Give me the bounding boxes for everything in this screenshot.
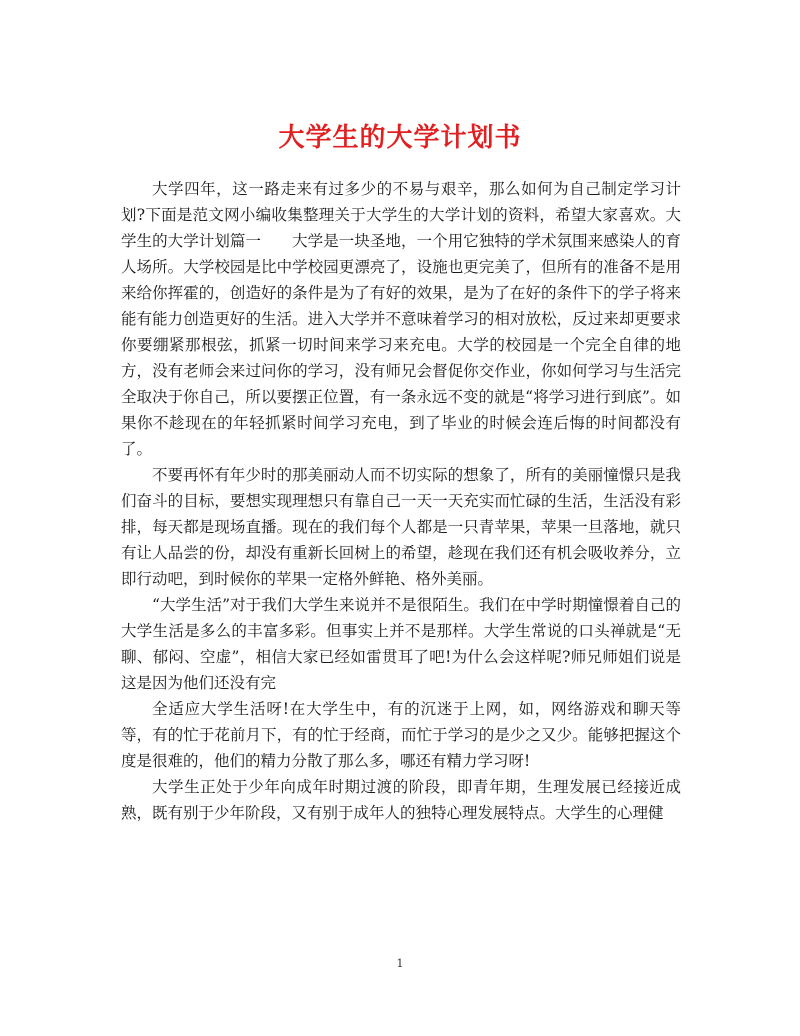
document-title: 大学生的大学计划书	[278, 123, 522, 154]
paragraph-1: 大学四年，这一路走来有过多少的不易与艰辛，那么如何为自己制定学习计划?下面是范文网小编收集整理关于大学生的大学计划的资料，希望大家喜欢。大学生的大学计划篇一 大学是一块圣地，一个用它独特的学术氛围来感染人的育人场所。大学校园是比中学校园更漂亮了，设施也更完美了，但所有的准备不是用来给你挥霍的，创造好的条件是为了有好的效果，是为了在好的条件下的学子将来能有能力创造更好的生活。进入大学并不意味着学习的相对放松，反过来却更要求你要绷紧那根弦，抓紧一切时间来学习来充电。大学的校园是一个完全自律的地方，没有老师会来过问你的学习，没有师兄会督促你交作业，你如何学习与生活完全取决于你自己，所以要摆正位置，有一条永远不变的就是“将学习进行到底”。如果你不趁现在的年轻抓紧时间学习充电，到了毕业的时候会连后悔的时间都没有了。	[121, 180, 681, 458]
paragraph-3: “大学生活”对于我们大学生来说并不是很陌生。我们在中学时期憧憬着自己的大学生活是多么的丰富多彩。但事实上并不是那样。大学生常说的口头禅就是“无聊、郁闷、空虚”，相信大家已经如雷贯耳了吧!为什么会这样呢?师兄师姐们说是这是因为他们还没有完	[121, 596, 681, 692]
paragraph-4: 全适应大学生活呀!在大学生中，有的沉迷于上网，如，网络游戏和聊天等等，有的忙于花前月下，有的忙于经商，而忙于学习的是少之又少。能够把握这个度是很难的，他们的精力分散了那么多，哪还有精力学习呀!	[121, 700, 681, 770]
page-number: 1	[396, 957, 404, 970]
paragraph-5: 大学生正处于少年向成年时期过渡的阶段，即青年期，生理发展已经接近成熟，既有别于少年阶段，又有别于成年人的独特心理发展特点。大学生的心理健	[121, 778, 681, 822]
document-body	[121, 176, 681, 826]
paragraph-2: 不要再怀有年少时的那美丽动人而不切实际的想象了，所有的美丽憧憬只是我们奋斗的目标，要想实现理想只有靠自己一天一天充实而忙碌的生活，生活没有彩排，每天都是现场直播。现在的我们每个人都是一只青苹果，苹果一旦落地，就只有让人品尝的份，却没有重新长回树上的希望，趁现在我们还有机会吸收养分，立即行动吧，到时候你的苹果一定格外鲜艳、格外美丽。	[121, 466, 681, 588]
